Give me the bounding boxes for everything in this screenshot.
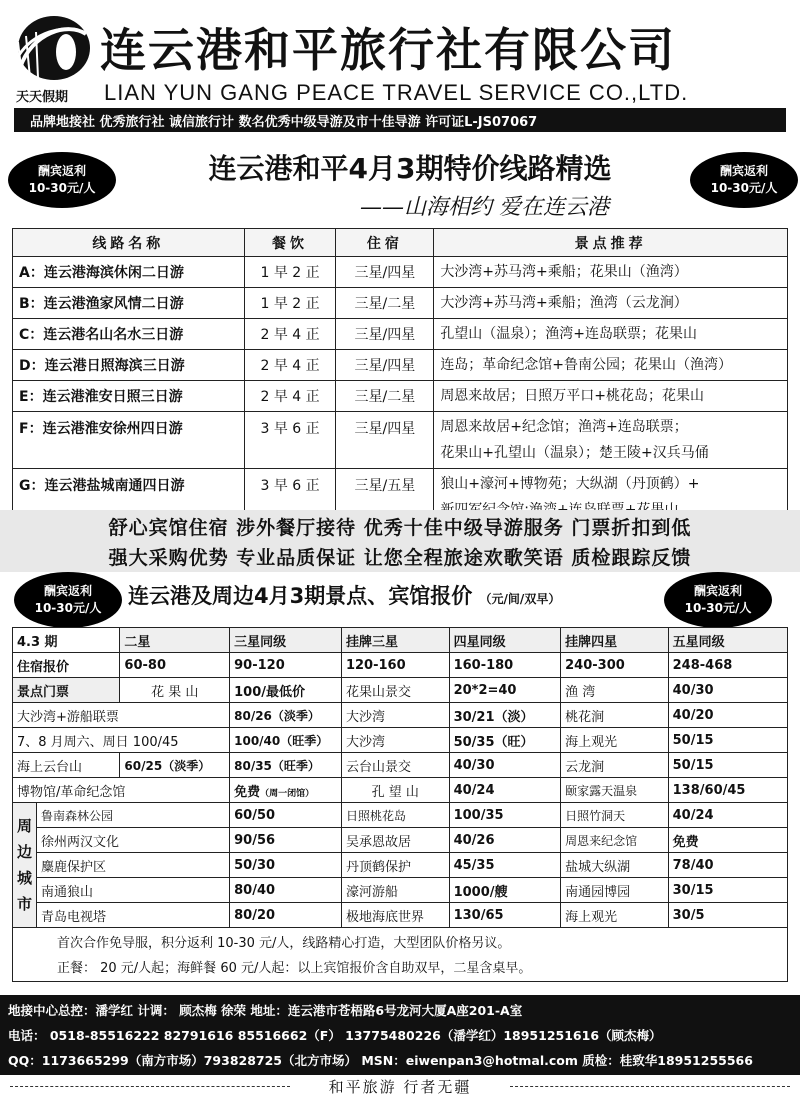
route-name: G：连云港盐城南通四日游: [13, 469, 245, 526]
attraction-name: 海上云台山: [13, 753, 120, 778]
route-meal: 1 早 2 正: [244, 288, 336, 319]
table-row: [13, 778, 788, 803]
header-meal: 餐饮: [244, 229, 336, 257]
route-scenic: [434, 412, 788, 469]
attraction-name: 青岛电视塔: [37, 903, 230, 928]
period-label: 4.3 期: [13, 628, 120, 653]
route-scenic-line: 狼山+濠河+博物苑；大纵湖（丹顶鹤）+: [440, 476, 700, 492]
route-hotel: 三星/五星: [336, 469, 434, 526]
route-table: [12, 228, 788, 526]
price-cell: 138/60/45: [668, 778, 787, 803]
header-four-star-equiv: 四星同级: [449, 628, 561, 653]
header-route-name: 线路名称: [13, 229, 245, 257]
price-cell: 160-180: [449, 653, 561, 678]
promo-badge: [690, 152, 798, 208]
price-cell: 248-468: [668, 653, 787, 678]
price-cell: 30/15: [668, 878, 787, 903]
price-cell: 100/35: [449, 803, 561, 828]
header-scenic: 景点推荐: [434, 229, 788, 257]
route-name: B：连云港渔家风情二日游: [13, 288, 245, 319]
attraction-name: 花 果 山: [120, 678, 230, 703]
price-cell: 50/15: [668, 728, 787, 753]
price-cell: 100/最低价: [230, 678, 342, 703]
route-scenic-line: 周恩来故居+纪念馆；渔湾+连岛联票；: [440, 419, 688, 435]
nearby-cities-label: [13, 803, 37, 928]
route-meal: 3 早 6 正: [244, 469, 336, 526]
price-cell: 免费: [668, 828, 787, 853]
attraction-name: 吴承恩故居: [341, 828, 449, 853]
price-cell: 20*2=40: [449, 678, 561, 703]
table-row: [13, 828, 788, 853]
closed-note: （周一闭馆）: [260, 788, 315, 799]
attraction-name: 颐家露天温泉: [561, 778, 669, 803]
footer-phone-line: 电话： 0518-85516222 82791616 85516662（F） 13775480226（潘学红）18951251616（顾杰梅）: [8, 1028, 662, 1043]
price-cell: 40/20: [668, 703, 787, 728]
attraction-name: 丹顶鹤保护: [341, 853, 449, 878]
price-cell: 60/50: [230, 803, 342, 828]
route-scenic: 孔望山（温泉）；渔湾+连岛联票；花果山: [434, 319, 788, 350]
contact-footer: [0, 995, 800, 1075]
table-row: [13, 628, 788, 653]
table-row: [13, 903, 788, 928]
price-cell: 30/21（淡）: [449, 703, 561, 728]
promo-badge: [8, 152, 116, 208]
header-four-star-rated: 挂牌四星: [561, 628, 669, 653]
note-line-1: 首次合作免导服，积分返利 10-30 元/人，线路精心打造，大型团队价格另议。: [57, 936, 511, 951]
price-cell: 40/30: [668, 678, 787, 703]
attraction-name: 日照桃花岛: [341, 803, 449, 828]
price-cell: 100/40（旺季）: [230, 728, 342, 753]
attraction-name: 大沙湾+游船联票: [13, 703, 230, 728]
route-scenic: 连岛；革命纪念馆+鲁南公园；花果山（渔湾）: [434, 350, 788, 381]
route-section-subtitle: ——山海相约 爱在连云港: [360, 195, 609, 220]
hotel-price-label: 住宿报价: [13, 653, 120, 678]
table-row: [13, 678, 788, 703]
attraction-name: 7、8 月周六、周日 100/45: [13, 728, 230, 753]
attraction-name: 南通狼山: [37, 878, 230, 903]
price-cell: 40/24: [449, 778, 561, 803]
price-notes: [13, 928, 788, 982]
route-scenic: 大沙湾+苏马湾+乘船；花果山（渔湾）: [434, 257, 788, 288]
price-cell: 120-160: [341, 653, 449, 678]
price-unit: （元/间/双早）: [479, 592, 561, 606]
footer-im-line: QQ：1173665299（南方市场）793828725（北方市场） MSN：eiwenpan3@hotmal.com 质检：桂致华18951255566: [8, 1053, 753, 1068]
route-hotel: 三星/二星: [336, 288, 434, 319]
route-hotel: 三星/四星: [336, 319, 434, 350]
company-name-en: LIAN YUN GANG PEACE TRAVEL SERVICE CO.,LTD.: [104, 80, 689, 105]
route-name: F：连云港淮安徐州四日游: [13, 412, 245, 469]
features-line-1: 舒心宾馆住宿 涉外餐厅接待 优秀十佳中级导游服务 门票折扣到低: [108, 517, 692, 539]
attraction-name: 海上观光: [561, 903, 669, 928]
route-section-title: 连云港和平4月3期特价线路精选: [208, 152, 612, 185]
price-cell: 80/35（旺季）: [230, 753, 342, 778]
price-cell: 240-300: [561, 653, 669, 678]
attraction-name: 博物馆/革命纪念馆: [13, 778, 230, 803]
price-cell: 60/25（淡季）: [120, 753, 230, 778]
table-row: [13, 288, 788, 319]
table-row: [13, 928, 788, 982]
route-name: C：连云港名山名水三日游: [13, 319, 245, 350]
price-table: [12, 627, 788, 982]
route-name: D：连云港日照海滨三日游: [13, 350, 245, 381]
promo-badge-line1: 酬宾返利: [37, 164, 86, 178]
features-panel: [0, 510, 800, 572]
price-cell: 80/40: [230, 878, 342, 903]
header-hotel: 住宿: [336, 229, 434, 257]
attraction-name: 孔 望 山: [341, 778, 449, 803]
attraction-name: 徐州两汉文化: [37, 828, 230, 853]
promo-badge-line1: 酬宾返利: [43, 584, 92, 598]
attraction-name: 南通园博园: [561, 878, 669, 903]
table-row: [13, 350, 788, 381]
route-meal: 2 早 4 正: [244, 350, 336, 381]
attraction-name: 桃花涧: [561, 703, 669, 728]
promo-badge-line2: 10-30元/人: [710, 181, 778, 195]
attraction-name: 渔 湾: [561, 678, 669, 703]
slogan: 天天假期: [16, 90, 69, 105]
promo-badge: [664, 572, 772, 628]
price-cell: 90-120: [230, 653, 342, 678]
table-row: [13, 257, 788, 288]
attraction-name: 濠河游船: [341, 878, 449, 903]
route-meal: 1 早 2 正: [244, 257, 336, 288]
attraction-name: 极地海底世界: [341, 903, 449, 928]
price-cell: 50/35（旺）: [449, 728, 561, 753]
table-row: [13, 381, 788, 412]
price-cell: 50/15: [668, 753, 787, 778]
promo-badge-line2: 10-30元/人: [28, 181, 96, 195]
route-meal: 3 早 6 正: [244, 412, 336, 469]
attraction-name: 云龙涧: [561, 753, 669, 778]
route-name: A：连云港海滨休闲二日游: [13, 257, 245, 288]
note-line-2: 正餐： 20 元/人起；海鲜餐 60 元/人起：以上宾馆报价含自助双早，二星含桌早。: [57, 961, 532, 976]
price-cell: 90/56: [230, 828, 342, 853]
table-row: [13, 319, 788, 350]
city-label-char: 周: [17, 817, 33, 835]
attraction-name: 花果山景交: [341, 678, 449, 703]
route-hotel: 三星/四星: [336, 257, 434, 288]
city-label-char: 城: [17, 869, 33, 887]
table-row: [13, 878, 788, 903]
price-cell: 45/35: [449, 853, 561, 878]
table-row: [13, 412, 788, 469]
company-name-cn: 连云港和平旅行社有限公司: [100, 23, 676, 77]
attraction-name: 日照竹洞天: [561, 803, 669, 828]
route-hotel: 三星/四星: [336, 412, 434, 469]
header: [0, 0, 800, 108]
route-scenic-line: 花果山+孔望山（温泉）；楚王陵+汉兵马俑: [440, 445, 709, 461]
promo-badge-line2: 10-30元/人: [684, 601, 752, 615]
attraction-name: 麋鹿保护区: [37, 853, 230, 878]
header-five-star-equiv: 五星同级: [668, 628, 787, 653]
header-three-star-rated: 挂牌三星: [341, 628, 449, 653]
price-cell: 40/30: [449, 753, 561, 778]
price-section-title-text: 连云港及周边4月3期景点、宾馆报价: [128, 584, 473, 608]
qualification-banner: 品牌地接社 优秀旅行社 诚信旅行计 数名优秀中级导游及市十佳导游 许可证L-JS07067: [14, 108, 786, 132]
price-cell: 1000/艘: [449, 878, 561, 903]
price-cell: [230, 778, 342, 803]
price-cell: 78/40: [668, 853, 787, 878]
attraction-name: 云台山景交: [341, 753, 449, 778]
footer-contacts-line: 地接中心总控：潘学红 计调： 顾杰梅 徐荣 地址：连云港市苍梧路6号龙河大厦A座201-A室: [8, 1003, 523, 1018]
promo-badge-line2: 10-30元/人: [34, 601, 102, 615]
table-row: [13, 803, 788, 828]
table-row: [13, 853, 788, 878]
free-label: 免费: [234, 784, 261, 800]
header-two-star: 二星: [120, 628, 230, 653]
price-cell: 30/5: [668, 903, 787, 928]
promo-badge-line1: 酬宾返利: [693, 584, 742, 598]
ticket-label: 景点门票: [13, 678, 120, 703]
route-hotel: 三星/二星: [336, 381, 434, 412]
table-header-row: [13, 229, 788, 257]
attraction-name: 周恩来纪念馆: [561, 828, 669, 853]
motto: 和平旅游 行者无疆: [0, 1076, 800, 1097]
table-row: [13, 703, 788, 728]
price-cell: 80/20: [230, 903, 342, 928]
header-three-star-equiv: 三星同级: [230, 628, 342, 653]
route-name: E：连云港淮安日照三日游: [13, 381, 245, 412]
route-scenic: 周恩来故居；日照万平口+桃花岛；花果山: [434, 381, 788, 412]
company-logo: [8, 12, 92, 84]
promo-badge-line1: 酬宾返利: [719, 164, 768, 178]
route-hotel: 三星/四星: [336, 350, 434, 381]
attraction-name: 大沙湾: [341, 703, 449, 728]
price-cell: 60-80: [120, 653, 230, 678]
table-row: [13, 753, 788, 778]
attraction-name: 大沙湾: [341, 728, 449, 753]
route-meal: 2 早 4 正: [244, 381, 336, 412]
table-row: [13, 653, 788, 678]
route-meal: 2 早 4 正: [244, 319, 336, 350]
attraction-name: 海上观光: [561, 728, 669, 753]
table-row: [13, 728, 788, 753]
city-label-char: 边: [17, 843, 33, 861]
attraction-name: 盐城大纵湖: [561, 853, 669, 878]
price-cell: 130/65: [449, 903, 561, 928]
city-label-char: 市: [17, 895, 33, 913]
price-cell: 40/24: [668, 803, 787, 828]
attraction-name: 鲁南森林公园: [37, 803, 230, 828]
route-scenic: 大沙湾+苏马湾+乘船；渔湾（云龙涧）: [434, 288, 788, 319]
price-cell: 50/30: [230, 853, 342, 878]
price-cell: 40/26: [449, 828, 561, 853]
price-cell: 80/26（淡季）: [230, 703, 342, 728]
features-line-2: 强大采购优势 专业品质保证 让您全程旅途欢歌笑语 质检跟踪反馈: [108, 547, 692, 569]
price-section-title: [128, 580, 560, 610]
promo-badge: [14, 572, 122, 628]
